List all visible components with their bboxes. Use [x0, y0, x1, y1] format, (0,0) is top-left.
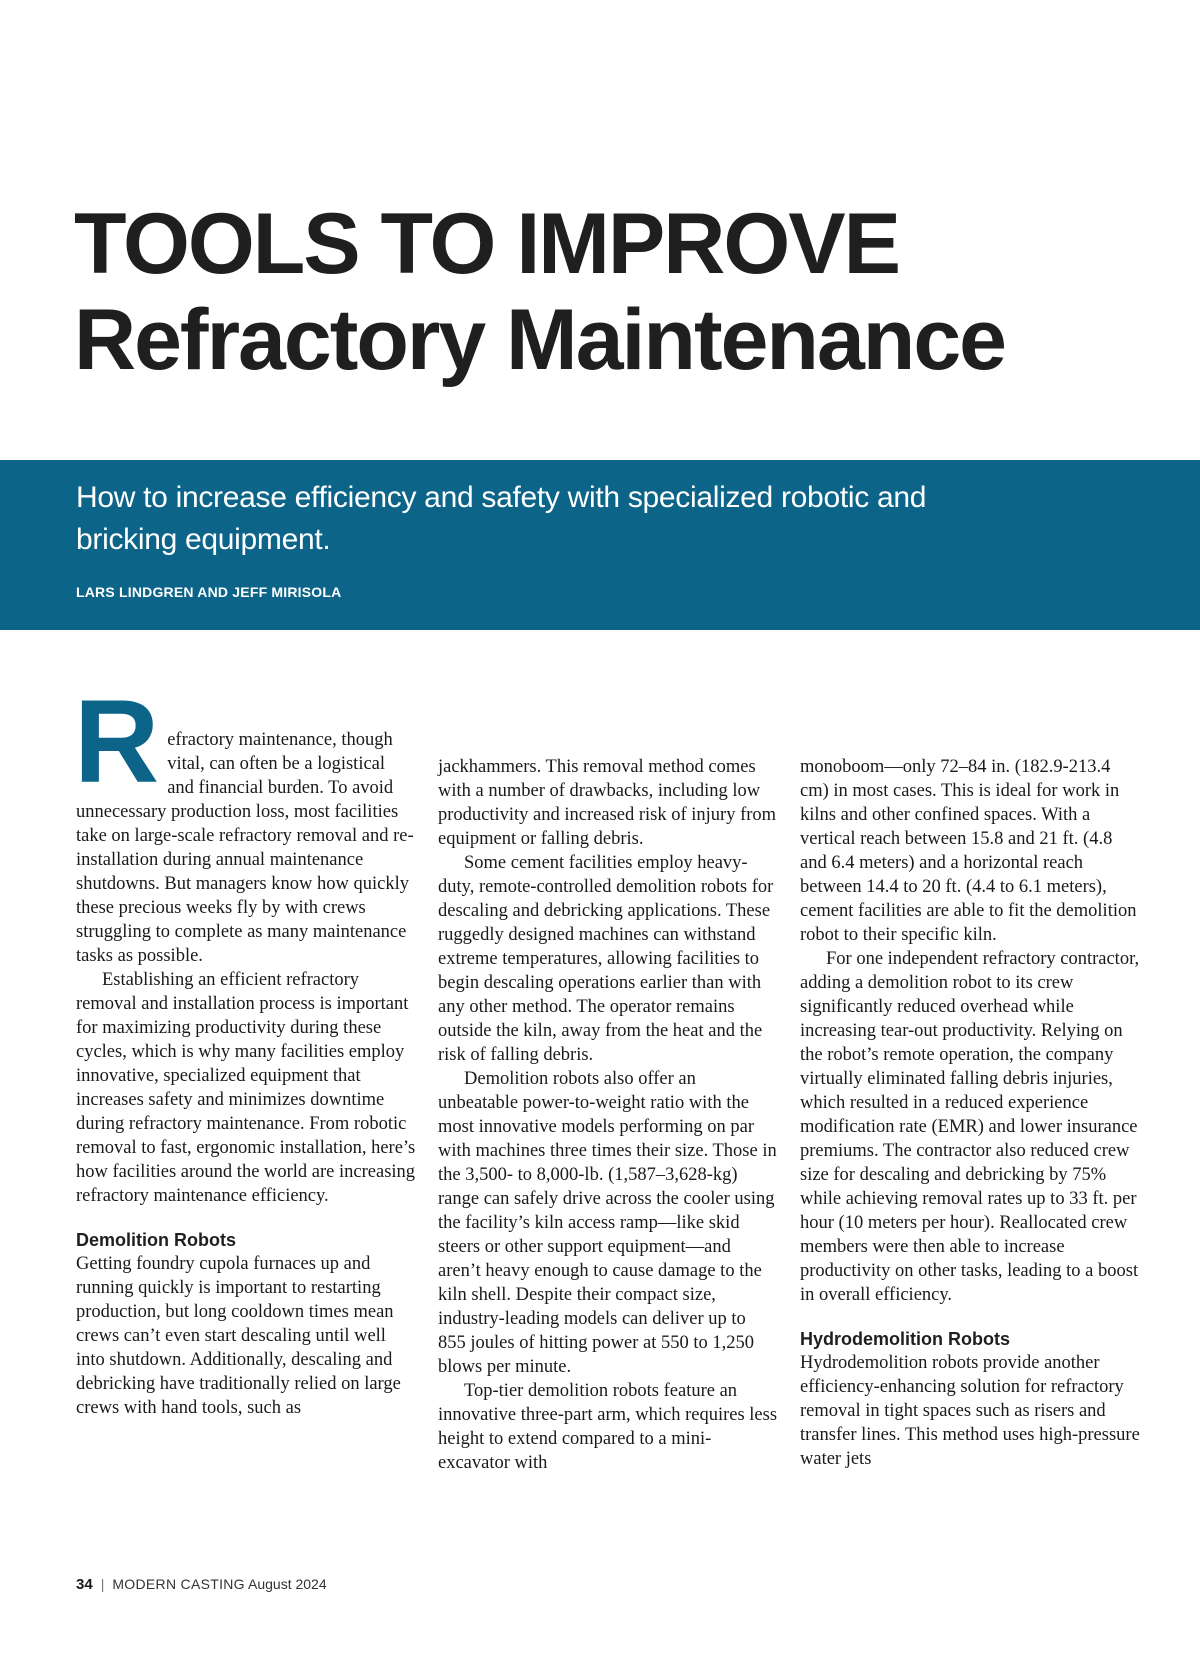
- paragraph: Top-tier demolition robots feature an innovative three-part arm, which requires less height to extend compared to a mini-excavator with: [438, 1381, 778, 1473]
- column-3: [800, 755, 1140, 1471]
- issue-date: August 2024: [248, 1576, 327, 1592]
- column-2: [438, 755, 778, 1475]
- paragraph: Hydrodemolition robots provide another efficiency-enhancing solution for refractory removal in tight spaces such as risers and transfer lines. This method uses high-pressure water jets: [800, 1353, 1140, 1469]
- paragraph: efractory maintenance, though vital, can often be a logistical and financial burden. To avoid unnecessary production loss, most facilities take on large-scale refractory removal and re-installation during annual maintenance shutdowns. But managers know how quickly these precious weeks fly by with crews struggling to complete as many maintenance tasks as possible.: [76, 730, 414, 966]
- section-heading: Demolition Robots: [76, 1230, 236, 1250]
- article-subtitle: How to increase efficiency and safety with specialized robotic and bricking equipment.: [76, 481, 927, 556]
- paragraph: Demolition robots also offer an unbeatable power-to-weight ratio with the most innovative models performing on par with machines three times their size. Those in the 3,500- to 8,000-lb. (1,587–3,628-kg) range can safely drive across the cooler using the facility’s kiln access ramp—like skid steers or other support equipment—and aren’t heavy enough to cause damage to the kiln shell. Despite their compact size, industry-leading models can deliver up to 855 joules of hitting power at 550 to 1,250 blows per minute.: [438, 1069, 777, 1377]
- paragraph: jackhammers. This removal method comes with a number of drawbacks, including low productivity and increased risk of injury from equipment or falling debris.: [438, 757, 777, 849]
- footer-separator: |: [100, 1576, 105, 1592]
- page-footer: [76, 1576, 327, 1593]
- paragraph: Some cement facilities employ heavy-duty, remote-controlled demolition robots for descaling and debricking applications. These ruggedly designed machines can withstand extreme temperatures, allowing facilities to begin descaling operations earlier than with any other method. The operator remains outside the kiln, away from the heat and the risk of falling debris.: [438, 853, 774, 1065]
- section-heading: Hydrodemolition Robots: [800, 1329, 1010, 1349]
- page-number: 34: [76, 1576, 93, 1593]
- article-title: [74, 196, 1154, 388]
- paragraph: monoboom––only 72–84 in. (182.9-213.4 cm) in most cases. This is ideal for work in kilns and other confined spaces. With a vertical reach between 15.8 and 21 ft. (4.8 and 6.4 meters) and a horizontal reach between 14.4 to 20 ft. (4.4 to 6.1 meters), cement facilities are able to fit the demolition robot to their specific kiln.: [800, 757, 1137, 945]
- publication-name: MODERN CASTING: [112, 1576, 245, 1592]
- paragraph: For one independent refractory contractor, adding a demolition robot to its crew significantly reduced overhead while increasing tear-out productivity. Relying on the robot’s remote operation, the company virtually eliminated falling debris injuries, which resulted in a reduced experience modification rate (EMR) and lower insurance premiums. The contractor also reduced crew size for descaling and debricking by 75% while achieving removal rates up to 33 ft. per hour (10 meters per hour). Reallocated crew members were then able to increase productivity on other tasks, leading to a boost in overall efficiency.: [800, 949, 1140, 1305]
- title-line-2: Refractory Maintenance: [74, 292, 1005, 388]
- paragraph: Getting foundry cupola furnaces up and running quickly is important to restarting production, but long cooldown times mean crews can’t even start descaling until well into shutdown. Additionally, descaling and debricking have traditionally relied on large crews with hand tools, such as: [76, 1254, 401, 1418]
- title-line-1: TOOLS TO IMPROVE: [74, 196, 899, 292]
- paragraph: Establishing an efficient refractory removal and installation process is important for maximizing productivity during these cycles, which is why many facilities employ innovative, specialized equipment that increases safety and minimizes downtime during refractory maintenance. From robotic removal to fast, ergonomic installation, here’s how facilities around the world are increasing refractory maintenance efficiency.: [76, 970, 416, 1206]
- column-1: [74, 676, 416, 1420]
- drop-cap: R: [74, 676, 160, 808]
- article-authors: LARS LINDGREN AND JEFF MIRISOLA: [76, 584, 342, 600]
